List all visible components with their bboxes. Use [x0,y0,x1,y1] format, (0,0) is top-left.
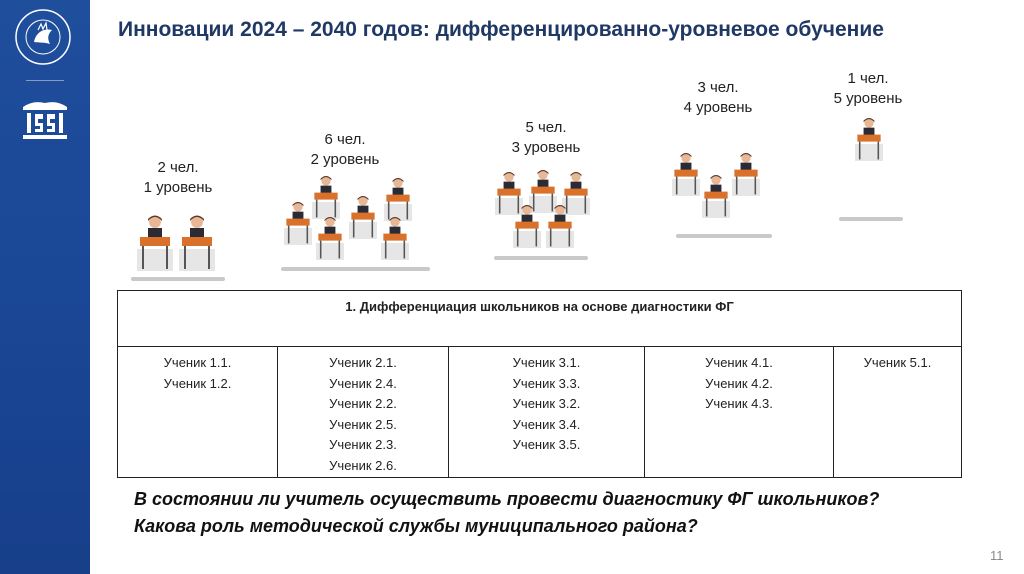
group-floor-5 [839,217,903,221]
table-column-level-1 [118,347,278,478]
student-at-desk-icon [315,215,345,260]
student-at-desk-icon [348,194,378,239]
student-at-desk-icon [283,200,313,245]
group-label-2 [295,130,395,170]
student-entry: Ученик 2.3. [329,437,397,452]
student-at-desk-icon [671,151,701,196]
student-entry: Ученик 2.5. [329,416,397,432]
university-seal-logo [14,8,72,66]
table-heading: 1. Дифференциация школьников на основе диагностики ФГ [118,291,962,347]
group-level: 4 уровень [683,99,753,116]
group-count: 6 чел. [324,131,366,148]
group-floor-2 [281,267,430,271]
sidebar [0,0,90,574]
student-entry: Ученик 3.3. [512,375,581,391]
group-level: 2 уровень [310,151,380,168]
group-count: 3 чел. [697,79,739,96]
student-entry: Ученик 5.1. [863,355,932,370]
sidebar-divider [26,80,64,81]
question-block [134,486,879,540]
student-entry: Ученик 2.6. [329,457,397,473]
student-entry: Ученик 3.1. [512,355,581,370]
group-label-3 [496,118,596,158]
student-entry: Ученик 4.1. [705,355,773,370]
page-number: 11 [990,548,1004,563]
group-level: 1 уровень [143,179,213,196]
temple-logo [21,98,69,140]
group-floor-3 [494,256,588,260]
student-entry: Ученик 4.2. [705,375,773,391]
page-title: Инновации 2024 – 2040 годов: дифференцированно-уровневое обучение [118,18,884,41]
student-at-desk-icon [311,174,341,219]
group-level: 3 уровень [511,139,581,156]
table-column-level-2 [278,347,449,478]
student-entry: Ученик 3.4. [512,416,581,432]
student-at-desk-icon [137,213,173,271]
student-entry: Ученик 1.2. [163,375,232,391]
student-at-desk-icon [731,151,761,196]
student-at-desk-icon [545,203,575,248]
student-at-desk-icon [854,116,884,161]
group-floor-1 [131,277,225,281]
question-line-1: В состоянии ли учитель осуществить провести диагностику ФГ школьников? [134,489,880,509]
student-entry: Ученик 4.3. [705,396,773,411]
student-at-desk-icon [179,213,215,271]
group-floor-4 [676,234,772,238]
student-entry: Ученик 1.1. [163,355,232,370]
group-label-1 [128,158,228,198]
group-count: 2 чел. [157,159,199,176]
group-label-5 [818,69,918,109]
student-entry: Ученик 2.1. [329,355,397,370]
student-at-desk-icon [380,215,410,260]
student-entry: Ученик 3.2. [512,396,581,411]
table-column-level-5 [834,347,962,478]
differentiation-table [117,290,962,478]
group-level: 5 уровень [833,90,903,107]
student-at-desk-icon [701,173,731,218]
table-column-level-3 [449,347,645,478]
group-label-4 [668,78,768,118]
question-line-2: Какова роль методической службы муниципального района? [134,516,698,536]
student-entry: Ученик 2.2. [329,396,397,411]
table-column-level-4 [645,347,834,478]
group-count: 5 чел. [525,119,567,136]
student-at-desk-icon [512,203,542,248]
student-entry: Ученик 3.5. [512,437,581,452]
student-entry: Ученик 2.4. [329,375,397,391]
group-count: 1 чел. [847,70,889,87]
